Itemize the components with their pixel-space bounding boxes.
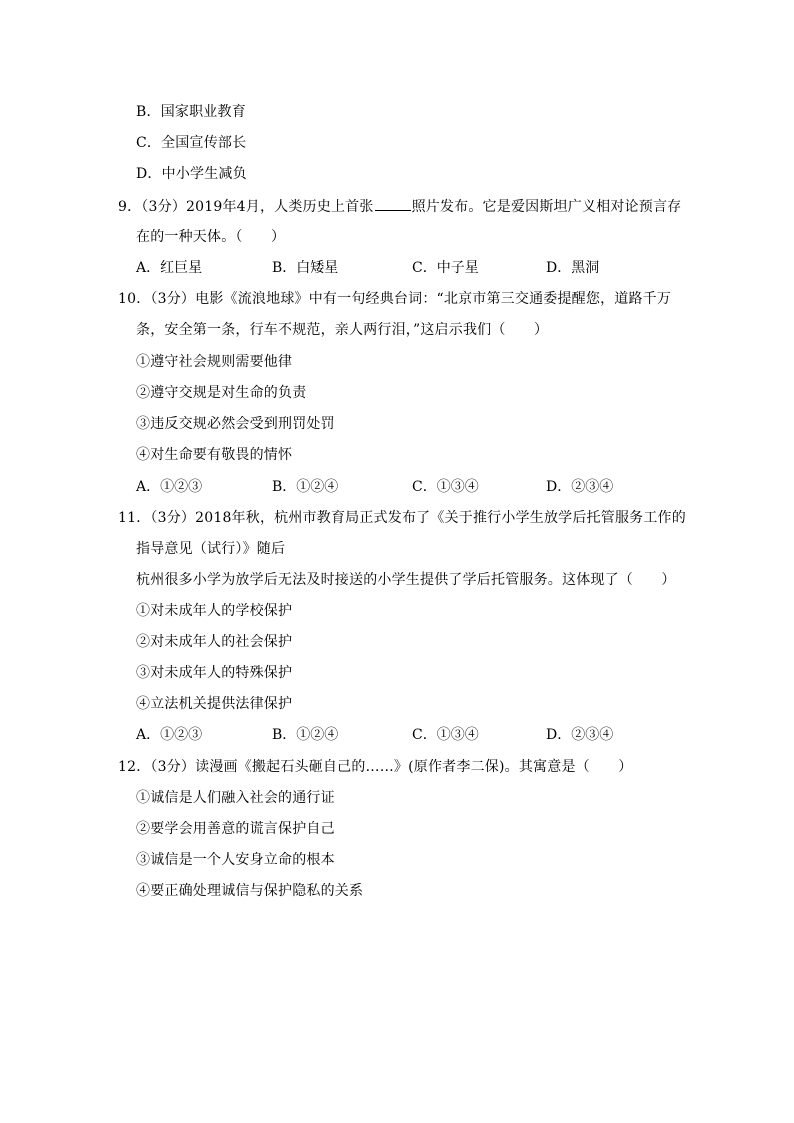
- q12-statement-4: ④要正确处理诚信与保护隐私的关系: [136, 883, 364, 899]
- q9-option-c: C．中子星: [412, 260, 479, 276]
- q11-statement-1: ①对未成年人的学校保护: [136, 603, 293, 619]
- q11-option-c: C．①③④: [412, 727, 479, 743]
- q9-option-d: D．黑洞: [546, 260, 600, 276]
- q10-statement-2: ②遵守交规是对生命的负责: [136, 385, 307, 401]
- q11-stem-line1: 11．（3分）2018年秋，杭州市教育局正式发布了《关于推行小学生放学后托管服务工作的: [118, 510, 686, 526]
- q10-statement-1: ①遵守社会规则需要他律: [136, 354, 293, 370]
- q10-option-a: A．①②③: [136, 479, 203, 495]
- q11-option-a: A．①②③: [136, 727, 203, 743]
- q9-stem-part2: 照片发布。它是爱因斯坦广义相对论预言存: [411, 199, 682, 215]
- q8-option-d: D．中小学生减负: [136, 166, 247, 182]
- q9-stem-line1: [118, 196, 681, 217]
- q12-statement-3: ③诚信是一个人安身立命的根本: [136, 852, 335, 868]
- q9-answer-blank: [375, 196, 411, 211]
- q12-statement-2: ②要学会用善意的谎言保护自己: [136, 821, 335, 837]
- q11-option-d: D．②③④: [546, 727, 614, 743]
- q11-option-b: B．①②④: [272, 727, 339, 743]
- q12-stem-line1: 12．（3分）读漫画《搬起石头砸自己的……》(原作者李二保)。其寓意是（ ）: [118, 759, 633, 775]
- q10-statement-4: ④对生命要有敬畏的情怀: [136, 447, 293, 463]
- q10-option-d: D．②③④: [546, 479, 614, 495]
- q11-stem-line3: 杭州很多小学为放学后无法及时接送的小学生提供了学后托管服务。这体现了（ ）: [136, 572, 676, 588]
- q9-option-a: A．红巨星: [136, 260, 203, 276]
- q9-stem-part1: 9．（3分）2019年4月，人类历史上首张: [118, 199, 374, 215]
- q11-statement-3: ③对未成年人的特殊保护: [136, 665, 293, 681]
- q10-stem-line2: 条，安全第一条，行车不规范，亲人两行泪，”这启示我们（ ）: [136, 322, 549, 338]
- q9-option-b: B．白矮星: [272, 260, 339, 276]
- q8-option-c: C．全国宣传部长: [136, 135, 247, 151]
- q10-option-b: B．①②④: [272, 479, 339, 495]
- q11-statement-2: ②对未成年人的社会保护: [136, 634, 293, 650]
- q10-stem-line1: 10．（3分）电影《流浪地球》中有一句经典台词：“北京市第三交通委提醒您，道路千万: [118, 291, 672, 307]
- q11-statement-4: ④立法机关提供法律保护: [136, 696, 293, 712]
- q12-statement-1: ①诚信是人们融入社会的通行证: [136, 790, 335, 806]
- q8-option-b: B．国家职业教育: [136, 104, 246, 120]
- q11-stem-line2: 指导意见（试行）》随后: [136, 541, 286, 557]
- q9-stem-line2: 在的一种天体。（ ）: [136, 229, 286, 245]
- q10-option-c: C．①③④: [412, 479, 479, 495]
- q10-statement-3: ③违反交规必然会受到刑罚处罚: [136, 416, 335, 432]
